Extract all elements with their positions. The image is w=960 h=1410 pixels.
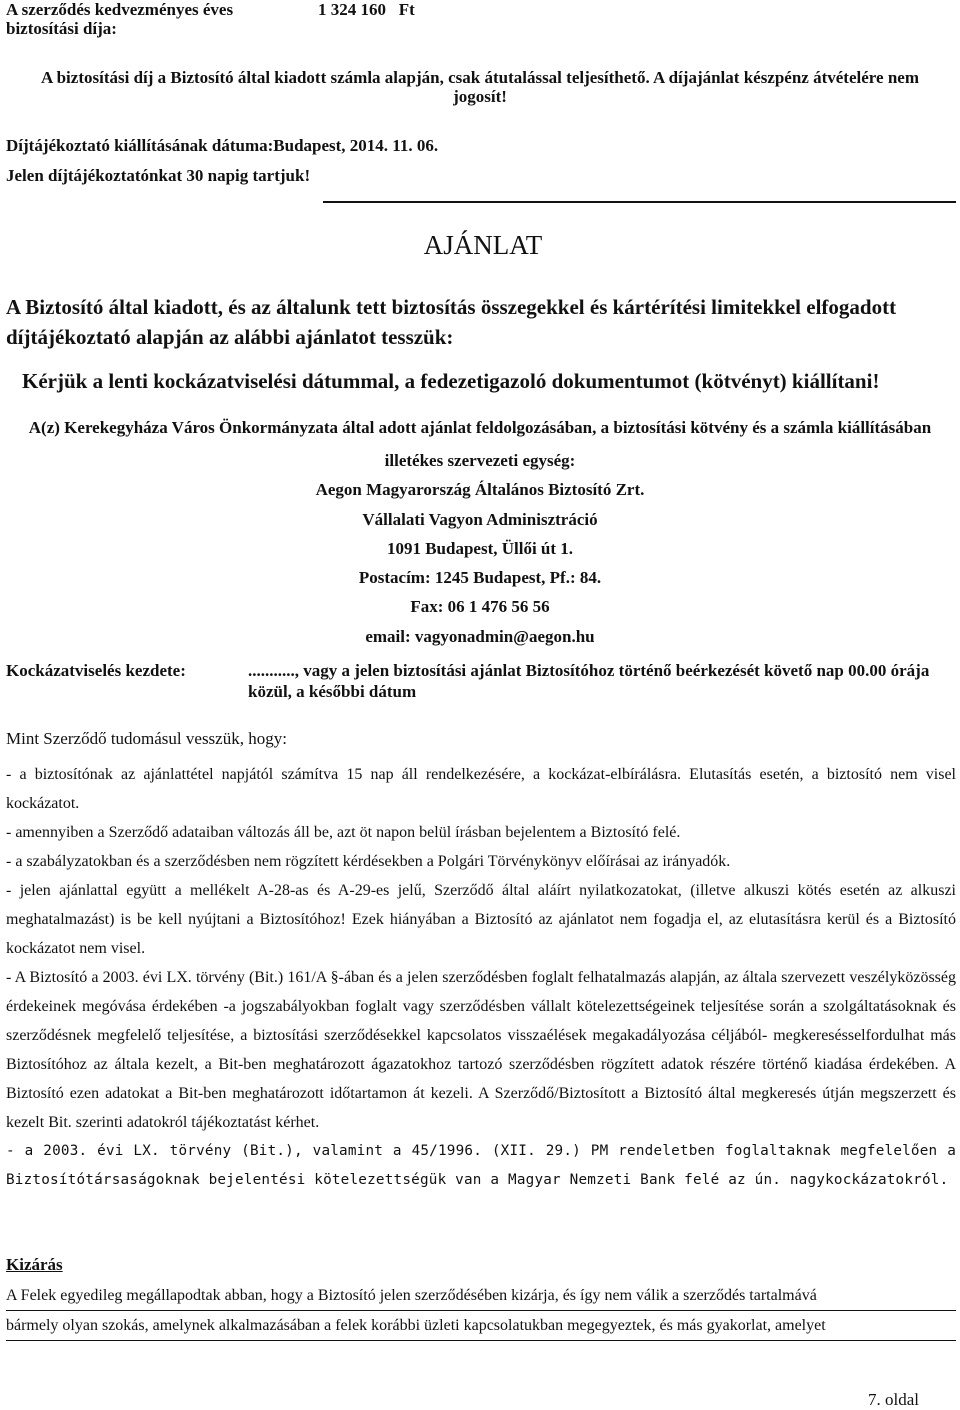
page-title [0,229,960,261]
fee-label: A szerződés kedvezményes éves biztosítási díja: [6,0,234,38]
exclusion-line: A Felek egyedileg megállapodtak abban, hogy a Biztosító jelen szerződésében kizárja, és így nem válik a szerződés tartalmává [6,1281,956,1311]
risk-start-value: ..........., vagy a jelen biztosítási ajánlat Biztosítóhoz történő beérkezését követő nap 00.00 órája közül, a későbbi dátum [248,661,930,701]
list-item: - A Biztosító a 2003. évi LX. törvény (Bit.) 161/A §-ában és a jelen szerződésben foglalt felhatalmazás alapján, az általa szervezett veszélyközösség érdekeinek megóvása érdekében -a jogszabályokban foglalt vagy szerződésben vállalt kötelezettségeinek teljesítése során a szolgáltatásoknak és szerződésnek megfelelő teljesítése, a biztosítási szerződésekkel kapcsolatos visszaélések megakadályozása céljából- megkeresésselfordulhat más Biztosítóhoz az általa kezelt, a Bit-ben meghatározott ágazatokhoz tartozó szerződésben rögzített adatok részére történő kiadása érdekében. A Biztosító ezen adatokat a Bit-ben meghatározott időtartamon át kezeli. A Szerződő/Biztosított a Biztosító által megkeresés útján megszerzett és kezelt Bit. szerinti adatokról tájékoztatást kérhet. [6,969,956,1131]
conditions-list [6,760,956,1195]
list-item: - a szabályzatokban és a szerződésben nem rögzített kérdésekben a Polgári Törvénykönyv előírásai az irányadók. [6,853,731,870]
risk-start-label: Kockázatviselés kezdete: [6,661,186,680]
unit-department: Vállalati Vagyon Adminisztráció [362,509,598,529]
unit-label: illetékes szervezeti egység: [384,451,576,470]
title-text: AJÁNLAT [423,230,543,260]
list-item: - a biztosítónak az ajánlattétel napjától számítva 15 nap áll rendelkezésére, a kockázat-elbírálásra. Elutasítás esetén, a biztosító nem visel kockázatot. [6,766,956,812]
exclusion-heading: Kizárás [6,1255,63,1274]
fee-amount: 1 324 160 Ft [318,0,415,19]
unit-fax: Fax: 06 1 476 56 56 [410,597,550,617]
exclusion-line: bármely olyan szokás, amelynek alkalmazásában a felek korábbi üzleti kapcsolatukban megegyeztek, és más gyakorlat, amelyet [6,1311,956,1341]
unit-email: email: vagyonadmin@aegon.hu [365,626,595,646]
page-number: 7. oldal [868,1390,919,1409]
list-item: - amennyiben a Szerződő adataiban változás áll be, azt öt napon belül írásban bejelentem a Biztosító felé. [6,824,681,841]
exclusion-text [6,1281,956,1341]
divider-line [323,201,956,203]
payment-note: A biztosítási díj a Biztosító által kiadott számla alapján, csak átutalással teljesíthető. A díjajánlat készpénz átvételére nem jogosít! [41,68,919,106]
unit-address: 1091 Budapest, Üllői út 1. [386,538,574,558]
request-text: Kérjük a lenti kockázatviselési dátummal, a fedezetigazoló dokumentumot (kötvényt) kiállítani! [22,369,880,393]
unit-postal: Postacím: 1245 Budapest, Pf.: 84. [358,568,602,588]
processing-text: A(z) Kerekegyháza Város Önkormányzata által adott ajánlat feldolgozásában, a biztosítási kötvény és a számla kiállításában [28,418,932,437]
unit-company: Aegon Magyarország Általános Biztosító Zrt. [315,480,645,500]
validity-note: Jelen díjtájékoztatónkat 30 napig tartjuk! [6,166,311,185]
intro-text: A Biztosító által kiadott, és az általunk tett biztosítás összegekkel és kártérítési limitekkel elfogadott díjtájékoztató alapján az alábbi ajánlatot tesszük: [6,295,897,349]
responsible-unit-block [0,446,960,651]
list-item: - a 2003. évi LX. törvény (Bit.), valamint a 45/1996. (XII. 29.) PM rendeletben foglaltaknak megfelelően a Biztosítótársaságoknak bejelentési kötelezettségük van a Magyar Nemzeti Bank felé az ún. nagykockázatokról. [6,1143,956,1188]
issue-date: Díjtájékoztató kiállításának dátuma:Budapest, 2014. 11. 06. [6,136,439,155]
list-item: - jelen ajánlattal együtt a mellékelt A-28-as és A-29-es jelű, Szerződő által aláírt nyilatkozatokat, (illetve alkuszi kötés esetén az alkuszi meghatalmazást) is be kell nyújtani a Biztosítóhoz! Ezek hiányában a Biztosító az ajánlatot nem fogadja el, az elutasításra kerül és a Biztosító kockázatot nem visel. [6,882,956,957]
acknowledge-text: Mint Szerződő tudomásul vesszük, hogy: [6,729,287,748]
